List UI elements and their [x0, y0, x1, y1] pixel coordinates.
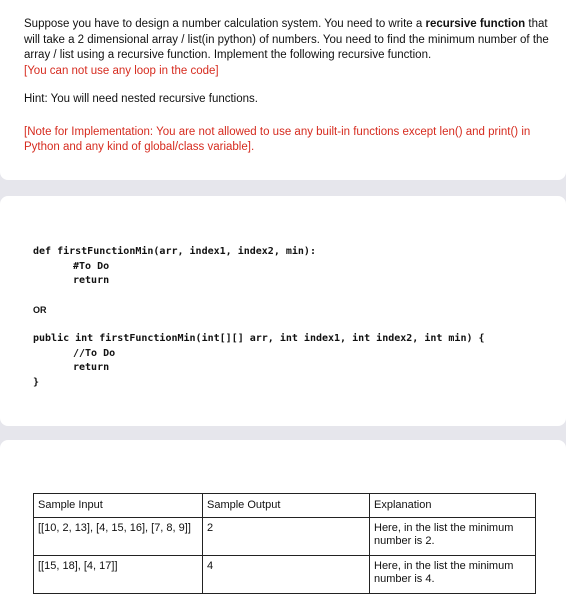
- sample-input-cell: [[15, 18], [4, 17]]: [34, 556, 203, 594]
- java-todo-comment: //To Do: [73, 348, 116, 359]
- no-loop-note: [You can not use any loop in the code]: [24, 64, 219, 77]
- explanation-cell: Here, in the list the minimum number is 4.: [370, 556, 536, 594]
- table-header-row: [34, 494, 536, 518]
- java-closing-brace: }: [33, 377, 40, 388]
- sample-input-cell: [[10, 2, 13], [4, 15, 16], [7, 8, 9]]: [34, 518, 203, 556]
- problem-intro-text: Suppose you have to design a number calculation system. You need to write a: [24, 18, 426, 30]
- problem-statement: [24, 17, 554, 156]
- problem-intro-text-rest: that will take a 2 dimensional array / list(in python) of numbers. You need to find the minimum number of the array / list using a recursive function. Implement the following recursive function.: [24, 18, 549, 61]
- java-signature: public int firstFunctionMin(int[][] arr, int index1, int index2, int min) {: [33, 333, 485, 344]
- table-row: [34, 518, 536, 556]
- problem-intro: [24, 17, 554, 64]
- sample-output-cell: 2: [203, 518, 370, 556]
- python-return: return: [73, 275, 110, 286]
- hint-text: Hint: You will need nested recursive functions.: [24, 93, 258, 105]
- header-explanation: Explanation: [370, 494, 536, 518]
- table-row: [34, 556, 536, 594]
- explanation-cell: Here, in the list the minimum number is 2.: [370, 518, 536, 556]
- header-sample-output: Sample Output: [203, 494, 370, 518]
- problem-card: [0, 0, 566, 180]
- sample-output-cell: 4: [203, 556, 370, 594]
- header-sample-input: Sample Input: [34, 494, 203, 518]
- recursive-function-emphasis: recursive function: [425, 18, 526, 30]
- python-signature: def firstFunctionMin(arr, index1, index2, min):: [33, 246, 316, 257]
- python-todo-comment: #To Do: [73, 261, 110, 272]
- or-label: OR: [33, 305, 47, 315]
- java-return: return: [73, 362, 110, 373]
- sample-io-table: [33, 493, 536, 594]
- implementation-note: [Note for Implementation: You are not allowed to use any built-in functions except len() and print() in Python and any kind of global/class variable].: [24, 125, 531, 153]
- code-card: [0, 196, 566, 426]
